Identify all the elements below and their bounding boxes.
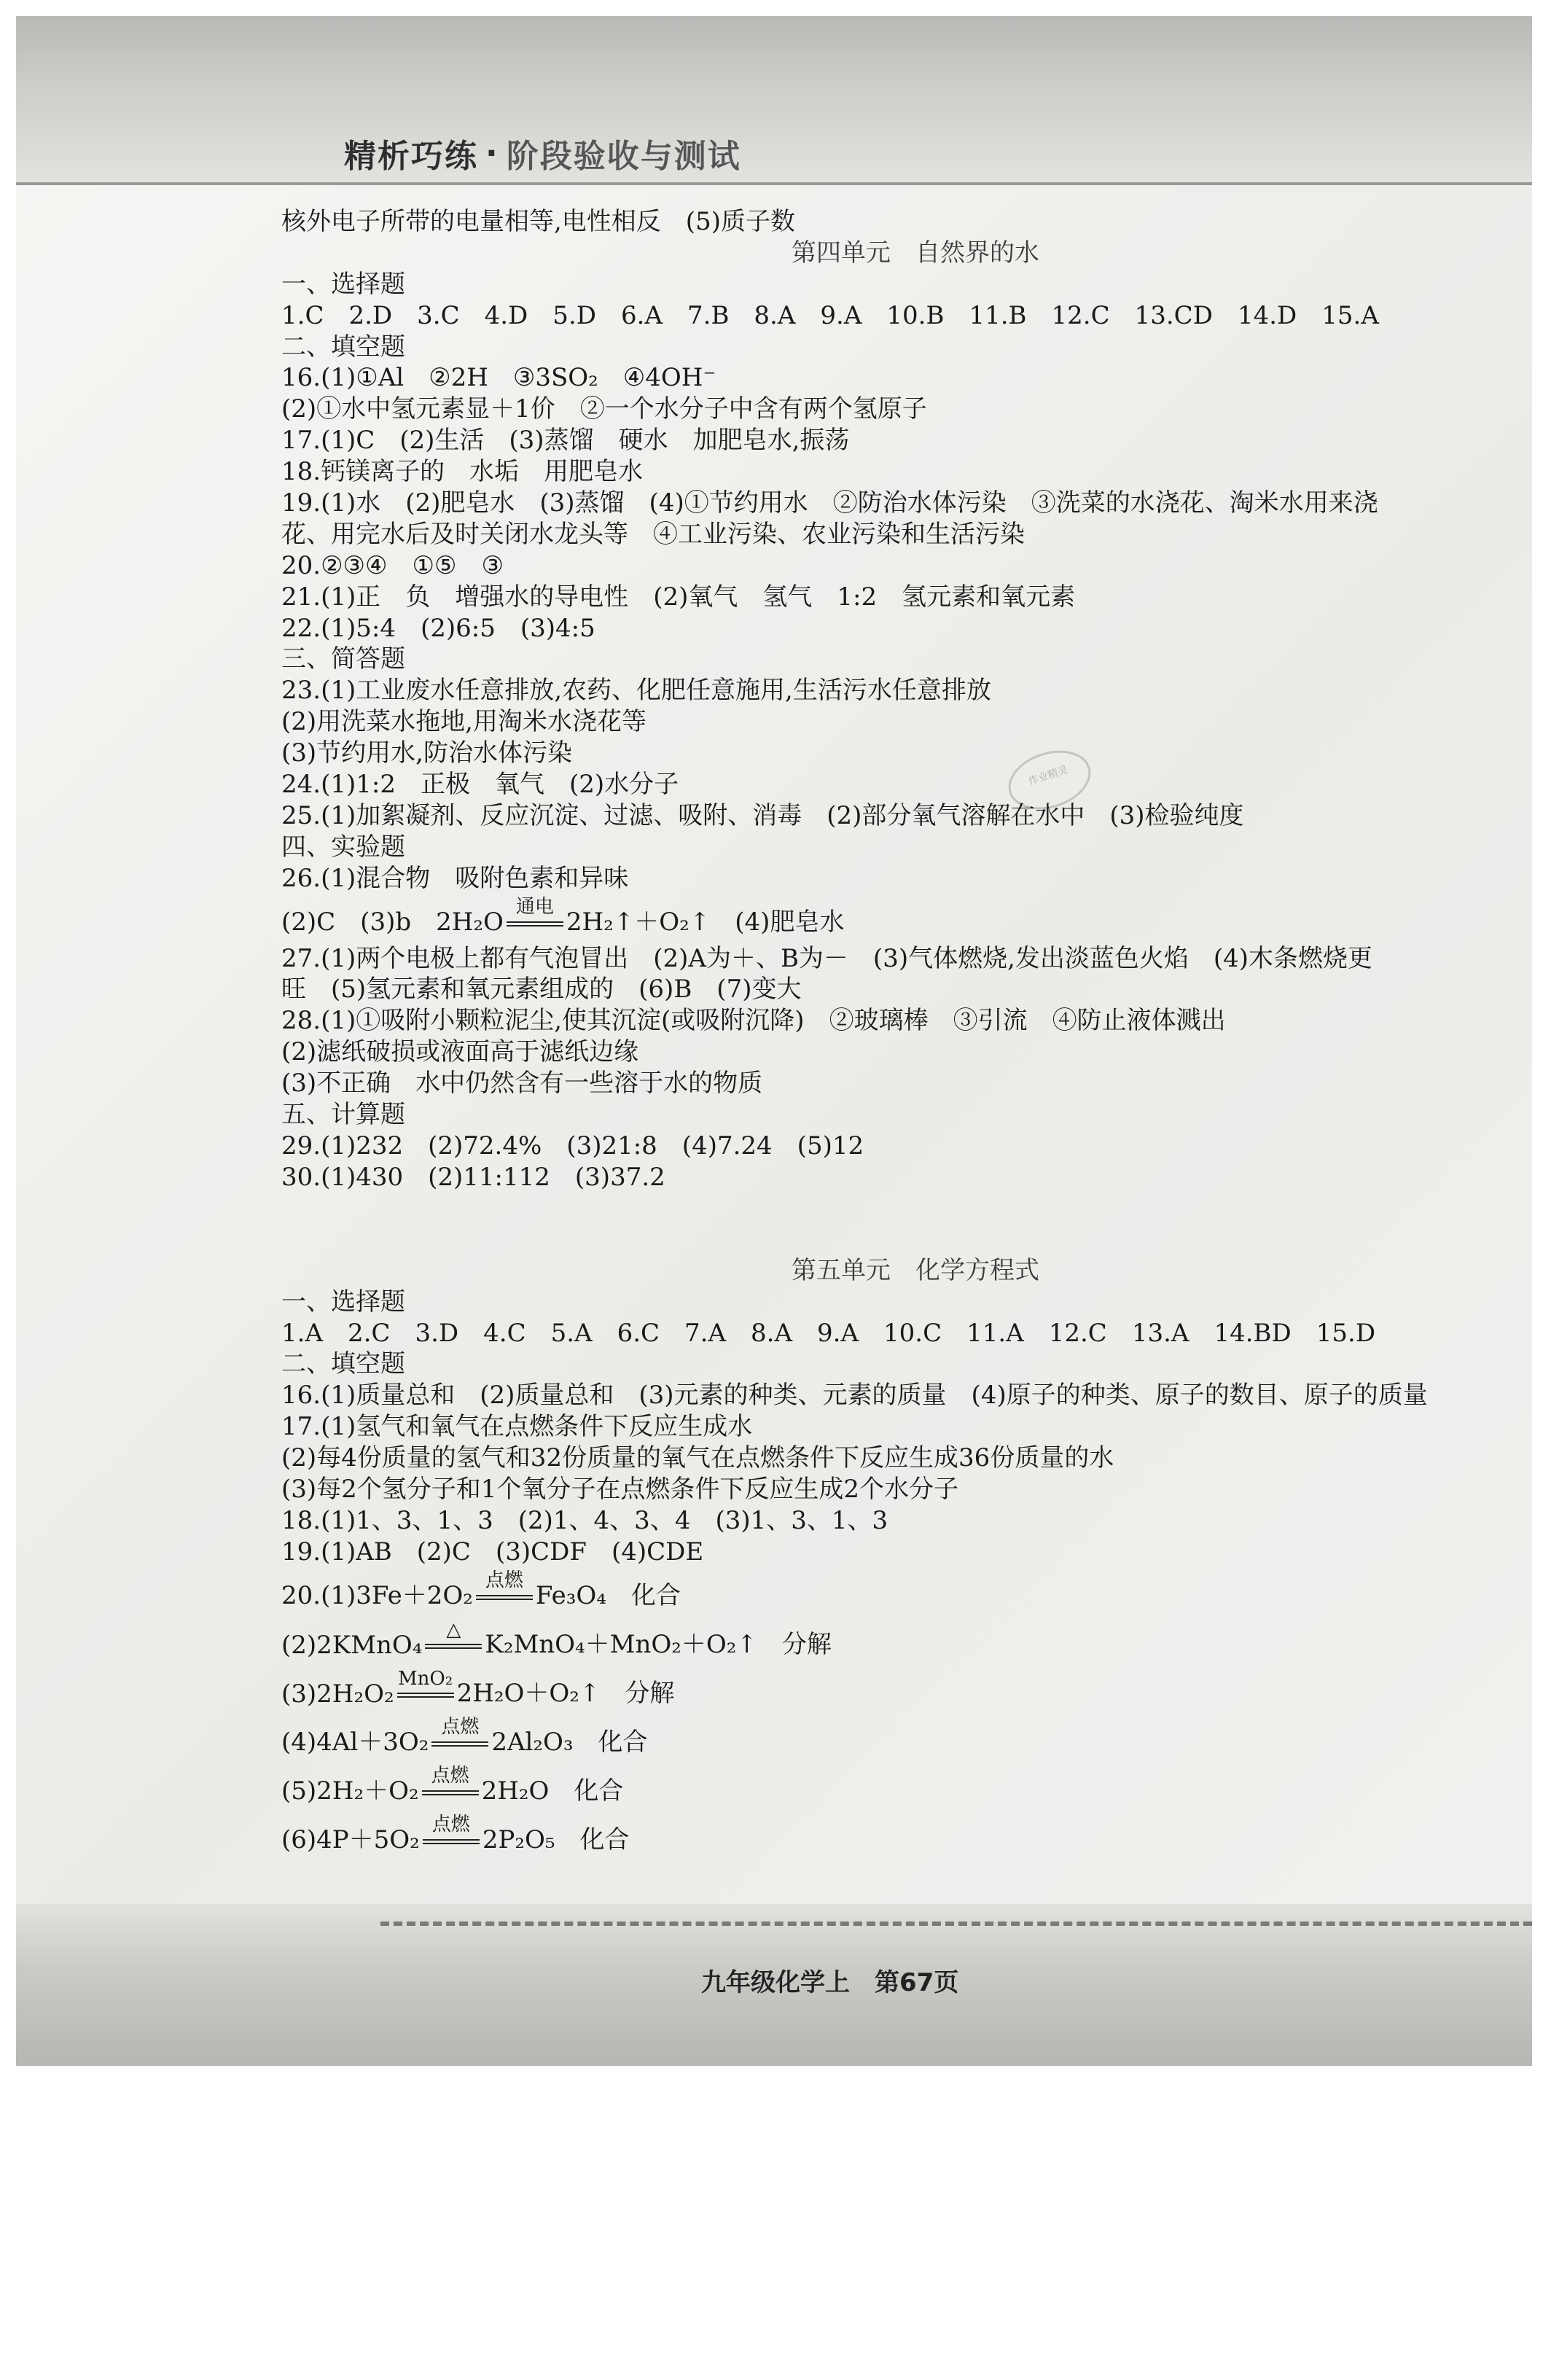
header-title	[322, 125, 782, 181]
equation-20-1-products: Fe₃O₄ 化合	[535, 1580, 681, 1610]
equation-20-3-reactants: (3)2H₂O₂	[281, 1679, 394, 1709]
header-title-main: 精析巧练	[344, 138, 478, 175]
unit4-line-12: 三、简答题	[281, 644, 405, 674]
equation-20-1	[281, 1568, 1491, 1617]
equation-20-3-arrow-line-bottom	[397, 1696, 454, 1698]
eq26-reactants: (2)C (3)b 2H₂O	[281, 907, 504, 937]
continuation-line: 核外电子所带的电量相等,电性相反 (5)质子数	[281, 207, 795, 236]
equation-20-3-arrow-line-top	[397, 1693, 454, 1694]
unit4-line-0: 一、选择题	[281, 269, 405, 299]
unit4b-line-6: 29.(1)232 (2)72.4% (3)21:8 (4)7.24 (5)12	[281, 1131, 864, 1160]
equation-20-4	[281, 1714, 1491, 1763]
unit4-line-16: 24.(1)1:2 正极 氧气 (2)水分子	[281, 770, 679, 800]
equation-20-1-arrow-line-bottom	[476, 1599, 533, 1600]
unit5-title: 第五单元 化学方程式	[792, 1255, 1039, 1285]
eq26-products: 2H₂↑＋O₂↑ (4)肥皂水	[566, 907, 845, 937]
unit5-line-5: (2)每4份质量的氢气和32份质量的氧气在点燃条件下反应生成36份质量的水	[281, 1443, 1114, 1473]
equation-20-6-arrow-line-bottom	[423, 1843, 480, 1844]
unit4-line-2: 二、填空题	[281, 332, 405, 362]
equation-20-2-products: K₂MnO₄＋MnO₂＋O₂↑ 分解	[485, 1629, 832, 1659]
unit4-line-8: 花、用完水后及时关闭水龙头等 ④工业污染、农业污染和生活污染	[281, 519, 1025, 549]
unit4b-line-1: 旺 (5)氢元素和氧元素组成的 (6)B (7)变大	[281, 975, 802, 1004]
unit4-line-9: 20.②③④ ①⑤ ③	[281, 550, 504, 580]
equation-20-6-products: 2P₂O₅ 化合	[482, 1825, 630, 1854]
unit4-line-3: 16.(1)①Al ②2H ③3SO₂ ④4OH⁻	[281, 363, 716, 393]
unit4-line-18: 四、实验题	[281, 832, 405, 862]
equation-20-2-condition: △	[446, 1618, 461, 1641]
equation-20-5-products: 2H₂O 化合	[481, 1776, 624, 1806]
equation-20-2	[281, 1617, 1491, 1666]
unit4-line-7: 19.(1)水 (2)肥皂水 (3)蒸馏 (4)①节约用水 ②防治水体污染 ③洗菜的水浇花、淘米水用来浇	[281, 488, 1378, 518]
unit4-lines-continued	[281, 943, 1491, 1193]
equation-20-5-condition: 点燃	[431, 1764, 469, 1787]
unit5-line-3: 16.(1)质量总和 (2)质量总和 (3)元素的种类、元素的质量 (4)原子的种类、原子的数目、原子的质量	[281, 1381, 1428, 1411]
watermark-stamp-text: 作业精灵	[1027, 764, 1070, 788]
unit5-line-8: 19.(1)AB (2)C (3)CDF (4)CDE	[281, 1537, 704, 1566]
unit4-line-11: 22.(1)5:4 (2)6:5 (3)4:5	[281, 613, 595, 643]
unit5-equations	[281, 1568, 1491, 1861]
unit4-line-5: 17.(1)C (2)生活 (3)蒸馏 硬水 加肥皂水,振荡	[281, 426, 850, 456]
equation-20-6-reactants: (6)4P＋5O₂	[281, 1825, 420, 1854]
unit5-lines	[281, 1287, 1491, 1568]
equation-20-5-arrow-line-bottom	[422, 1794, 479, 1795]
eq26-arrow-line-bottom	[507, 925, 563, 926]
equation-20-6-condition: 点燃	[431, 1813, 470, 1835]
unit4-line-1: 1.C 2.D 3.C 4.D 5.D 6.A 7.B 8.A 9.A 10.B 11.B 12.C 13.CD 14.D 15.A	[281, 300, 1379, 330]
unit4-title: 第四单元 自然界的水	[792, 238, 1039, 268]
unit4-line-4: (2)①水中氢元素显＋1价 ②一个水分子中含有两个氢原子	[281, 394, 927, 424]
unit4b-line-7: 30.(1)430 (2)11:112 (3)37.2	[281, 1162, 665, 1192]
equation-20-3-products: 2H₂O＋O₂↑ 分解	[456, 1678, 675, 1708]
unit5-line-1: 1.A 2.C 3.D 4.C 5.A 6.C 7.A 8.A 9.A 10.C 11.A 12.C 13.A 14.BD 15.D	[281, 1318, 1376, 1348]
equation-20-3-condition: MnO₂	[398, 1667, 453, 1690]
unit4-line-19: 26.(1)混合物 吸附色素和异味	[281, 863, 629, 893]
header-title-separator: ·	[485, 134, 499, 172]
eq26-condition: 通电	[515, 895, 554, 918]
equation-26-2	[281, 894, 1491, 943]
unit4-line-6: 18.钙镁离子的 水垢 用肥皂水	[281, 457, 644, 487]
equation-20-2-reactants: (2)2KMnO₄	[281, 1630, 423, 1660]
unit4-line-10: 21.(1)正 负 增强水的导电性 (2)氧气 氢气 1:2 氢元素和氧元素	[281, 582, 1076, 612]
eq26-arrow-line-top	[507, 921, 563, 923]
equation-20-4-arrow-line-top	[431, 1741, 488, 1743]
unit4-line-17: 25.(1)加絮凝剂、反应沉淀、过滤、吸附、消毒 (2)部分氧气溶解在水中 (3)检验纯度	[281, 800, 1244, 830]
equation-20-3	[281, 1666, 1491, 1714]
unit4b-line-0: 27.(1)两个电极上都有气泡冒出 (2)A为＋、B为－ (3)气体燃烧,发出淡蓝色火焰 (4)木条燃烧更	[281, 943, 1373, 973]
equation-20-4-reactants: (4)4Al＋3O₂	[281, 1727, 429, 1757]
unit5-line-4: 17.(1)氢气和氧气在点燃条件下反应生成水	[281, 1412, 753, 1442]
equation-20-4-arrow-line-bottom	[431, 1745, 488, 1747]
unit5-line-2: 二、填空题	[281, 1349, 405, 1379]
unit5-line-6: (3)每2个氢分子和1个氧分子在点燃条件下反应生成2个水分子	[281, 1474, 959, 1504]
unit4-line-15: (3)节约用水,防治水体污染	[281, 738, 572, 768]
unit4-line-14: (2)用洗菜水拖地,用淘米水浇花等	[281, 707, 646, 737]
equation-20-1-arrow-line-top	[476, 1595, 533, 1596]
footer-page-label: 九年级化学上 第67页	[701, 1968, 959, 1997]
equation-20-2-arrow-line-bottom	[425, 1647, 482, 1649]
equation-20-6-arrow-line-top	[423, 1839, 480, 1841]
equation-20-1-reactants: 20.(1)3Fe＋2O₂	[281, 1580, 473, 1610]
unit4b-line-3: (2)滤纸破损或液面高于滤纸边缘	[281, 1037, 639, 1067]
header-divider	[16, 182, 1532, 185]
equation-20-2-arrow-line-top	[425, 1644, 482, 1645]
equation-20-4-products: 2Al₂O₃ 化合	[491, 1727, 648, 1757]
equation-20-1-condition: 点燃	[485, 1569, 523, 1591]
equation-20-5	[281, 1763, 1491, 1812]
unit5-line-0: 一、选择题	[281, 1287, 405, 1316]
equation-20-6	[281, 1812, 1491, 1861]
footer-dashed-rule	[380, 1921, 1532, 1926]
unit5-line-7: 18.(1)1、3、1、3 (2)1、4、3、4 (3)1、3、1、3	[281, 1505, 888, 1535]
unit4b-line-4: (3)不正确 水中仍然含有一些溶于水的物质	[281, 1069, 763, 1099]
unit4b-line-2: 28.(1)①吸附小颗粒泥尘,使其沉淀(或吸附沉降) ②玻璃棒 ③引流 ④防止液体溅出	[281, 1006, 1226, 1036]
unit4-line-13: 23.(1)工业废水任意排放,农药、化肥任意施用,生活污水任意排放	[281, 676, 991, 706]
equation-20-5-arrow-line-top	[422, 1790, 479, 1792]
header-title-sub: 阶段验收与测试	[506, 138, 741, 175]
section-gap	[281, 1193, 1491, 1255]
unit4b-line-5: 五、计算题	[281, 1100, 405, 1130]
unit4-lines	[281, 269, 1491, 894]
equation-20-5-reactants: (5)2H₂＋O₂	[281, 1776, 419, 1806]
answer-content	[281, 206, 1491, 1861]
page-header	[16, 16, 1532, 185]
equation-20-4-condition: 点燃	[441, 1715, 480, 1738]
